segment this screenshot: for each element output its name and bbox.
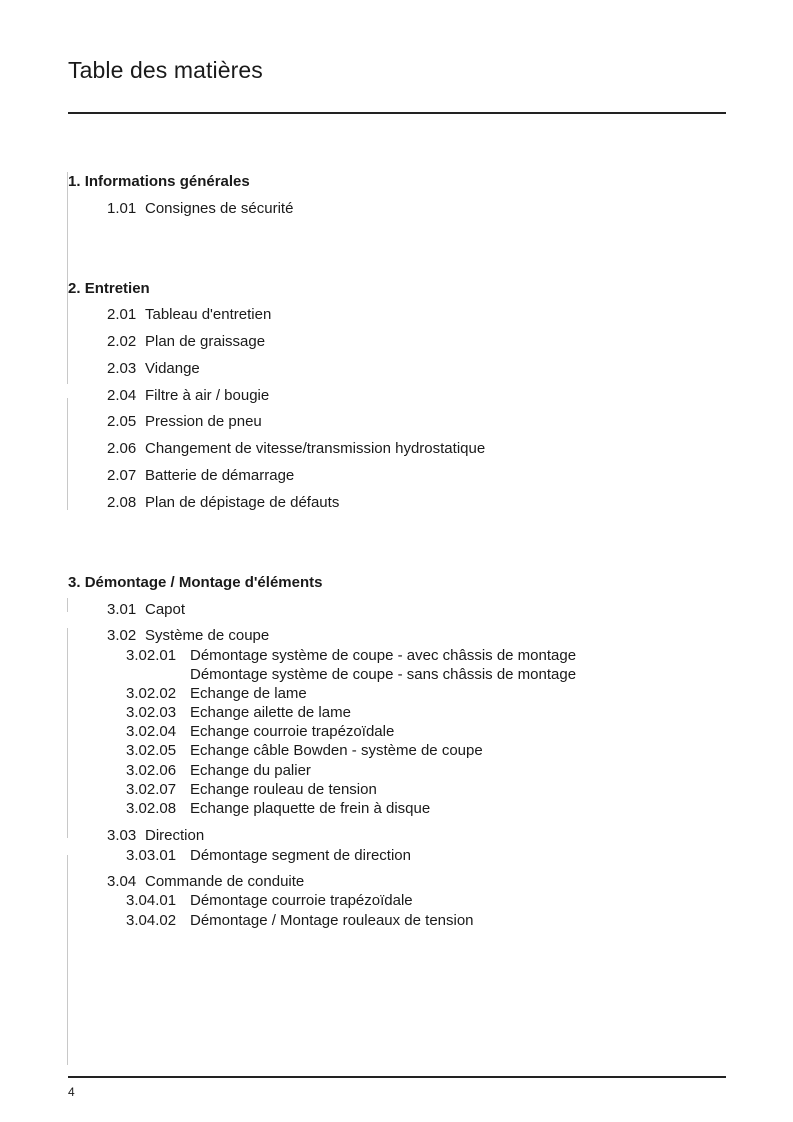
- item-number: 3.01: [107, 601, 137, 618]
- section-title: Entretien: [84, 280, 150, 297]
- item-title: Plan de dépistage de défauts: [145, 494, 340, 511]
- item-title: Système de coupe: [145, 627, 270, 644]
- toc-item-2-06[interactable]: [107, 440, 485, 457]
- item-number: 2.01: [107, 306, 137, 323]
- item-number: 3.04: [107, 873, 137, 890]
- item-title: Direction: [145, 827, 205, 844]
- subitem-number: 3.02.07: [126, 781, 177, 798]
- item-number: 3.02: [107, 627, 137, 644]
- subitem-number: 3.02.06: [126, 762, 177, 779]
- subitem-title: Echange du palier: [190, 762, 311, 779]
- section-number: 1.: [68, 173, 81, 190]
- toc-subitem-3-02-05[interactable]: [126, 742, 483, 759]
- toc-item-2-03[interactable]: [107, 360, 200, 377]
- item-title: Changement de vitesse/transmission hydrostatique: [145, 440, 486, 457]
- toc-subitem-3-04-01[interactable]: [126, 892, 413, 909]
- section-number: 3.: [68, 574, 81, 591]
- page-number: 4: [68, 1085, 75, 1099]
- margin-line: [67, 855, 68, 1065]
- section-title: Démontage / Montage d'éléments: [84, 574, 323, 591]
- margin-line: [67, 628, 68, 838]
- toc-subitem-3-02-02[interactable]: [126, 685, 307, 702]
- subitem-title: Démontage courroie trapézoïdale: [190, 892, 413, 909]
- toc-item-2-08[interactable]: [107, 494, 339, 511]
- toc-item-2-05[interactable]: [107, 413, 262, 430]
- item-title: Capot: [145, 601, 186, 618]
- item-number: 2.03: [107, 360, 137, 377]
- toc-item-3-01[interactable]: [107, 601, 185, 618]
- item-title: Consignes de sécurité: [145, 200, 294, 217]
- section-title: Informations générales: [84, 173, 250, 190]
- item-title: Plan de graissage: [145, 333, 266, 350]
- item-title: Pression de pneu: [145, 413, 262, 430]
- margin-line: [67, 398, 68, 510]
- subitem-number: 3.03.01: [126, 847, 177, 864]
- subitem-title: Echange de lame: [190, 685, 307, 702]
- toc-section-2[interactable]: [68, 280, 150, 297]
- toc-subitem-3-02-03[interactable]: [126, 704, 351, 721]
- toc-section-1[interactable]: [68, 173, 250, 190]
- toc-subitem-3-02-07[interactable]: [126, 781, 377, 798]
- subitem-number: 3.02.01: [126, 647, 177, 664]
- subitem-number: 3.02.08: [126, 800, 177, 817]
- subitem-title: Echange ailette de lame: [190, 704, 351, 721]
- subitem-number: 3.02.05: [126, 742, 177, 759]
- item-number: 2.07: [107, 467, 137, 484]
- subitem-title: Echange rouleau de tension: [190, 781, 377, 798]
- item-number: 2.04: [107, 387, 137, 404]
- subitem-number: 3.04.02: [126, 912, 177, 929]
- footer-divider: [68, 1076, 726, 1078]
- header-divider: [68, 112, 726, 114]
- margin-line: [67, 598, 68, 612]
- toc-item-3-03[interactable]: [107, 827, 204, 844]
- item-title: Filtre à air / bougie: [145, 387, 270, 404]
- toc-subitem-3-02-01-continuation[interactable]: Démontage système de coupe - sans châssis de montage: [190, 666, 577, 683]
- toc-item-2-02[interactable]: [107, 333, 265, 350]
- item-title: Vidange: [145, 360, 200, 377]
- subitem-title: Démontage segment de direction: [190, 847, 411, 864]
- toc-subitem-3-03-01[interactable]: [126, 847, 411, 864]
- item-number: 1.01: [107, 200, 137, 217]
- subitem-title: Echange plaquette de frein à disque: [190, 800, 431, 817]
- toc-item-3-04[interactable]: [107, 873, 304, 890]
- toc-subitem-3-04-02[interactable]: [126, 912, 474, 929]
- subitem-title: Echange courroie trapézoïdale: [190, 723, 395, 740]
- item-number: 2.06: [107, 440, 137, 457]
- toc-subitem-3-02-04[interactable]: [126, 723, 394, 740]
- page-title: Table des matières: [68, 57, 263, 83]
- subitem-title: Echange câble Bowden - système de coupe: [190, 742, 483, 759]
- toc-section-3[interactable]: [68, 574, 322, 591]
- toc-item-2-01[interactable]: [107, 306, 271, 323]
- toc-item-2-07[interactable]: [107, 467, 294, 484]
- toc-item-2-04[interactable]: [107, 387, 269, 404]
- subitem-number: 3.02.02: [126, 685, 177, 702]
- item-title: Commande de conduite: [145, 873, 305, 890]
- margin-line: [67, 172, 68, 384]
- section-number: 2.: [68, 280, 81, 297]
- subitem-title: Démontage / Montage rouleaux de tension: [190, 912, 474, 929]
- subitem-title: Démontage système de coupe - avec châssis de montage: [190, 647, 577, 664]
- toc-subitem-3-02-06[interactable]: [126, 762, 311, 779]
- toc-item-3-02[interactable]: [107, 627, 269, 644]
- item-number: 3.03: [107, 827, 137, 844]
- subitem-number: 3.02.04: [126, 723, 177, 740]
- item-number: 2.02: [107, 333, 137, 350]
- toc-item-1-01[interactable]: [107, 200, 293, 217]
- item-number: 2.08: [107, 494, 137, 511]
- item-title: Tableau d'entretien: [145, 306, 272, 323]
- subitem-number: 3.04.01: [126, 892, 177, 909]
- item-title: Batterie de démarrage: [145, 467, 295, 484]
- subitem-number: 3.02.03: [126, 704, 177, 721]
- toc-subitem-3-02-08[interactable]: [126, 800, 430, 817]
- item-number: 2.05: [107, 413, 137, 430]
- toc-subitem-3-02-01[interactable]: [126, 647, 576, 664]
